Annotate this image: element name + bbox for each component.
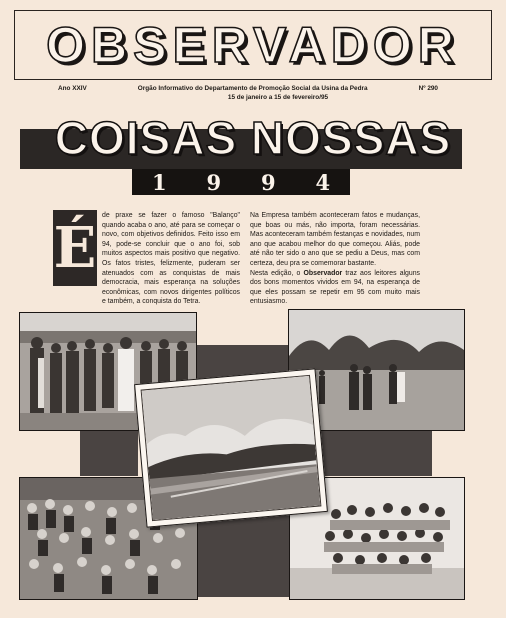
year-digit: 9 [206, 169, 222, 195]
masthead-title: OBSERVADOR [46, 17, 460, 73]
photo-grid-band [320, 430, 432, 476]
article-paragraph: Na Empresa também aconteceram fatos e mudanças, que boas ou más, não importa, foram necessárias. Mas aconteceram também festanças e novidades, num ano que acabou melhor do que começou. Aliás, pode até não ter sido o ano que se pediu a Deus, mas com certeza, deu pra se comemorar bastante. [250, 212, 420, 267]
year-digit: 1 [151, 169, 167, 195]
issue-dates: 15 de janeiro a 15 de fevereiro/95 [227, 94, 329, 101]
issue-number: Nº 290 [418, 85, 438, 92]
publication-description: Orgão Informativo do Departamento de Promoção Social da Usina da Pedra [137, 85, 368, 92]
article-paragraph-end: traz aos leitores alguns dos bons momentos vividos em 94, na esperança de que eles possam se repetir em 95 com muito mais entusiasmo. [250, 269, 420, 306]
drop-cap [53, 210, 97, 286]
photo-river-landscape [134, 368, 328, 527]
year-bar [132, 169, 350, 195]
photo-frame [141, 375, 322, 521]
article-highlight: Observador [303, 269, 343, 277]
article-paragraph-start: Nesta edição, o [250, 269, 304, 277]
headline-title: COISAS NOSSAS [54, 112, 452, 164]
drop-cap-letter: É [53, 215, 97, 281]
photo-grid-band [80, 430, 138, 476]
article-column-1: de praxe se fazer o famoso "Balanço" quando acaba o ano, até para se começar o novo, com objetivos definidos. Feito isso em 94, pode-se concluir que o ano foi, sob muitos aspectos mais positivo que negativo. Os fatos tristes, felizmente, puderam ser atenuados com as conquistas de mais democracia, mais esperança na soluções econômicas, com novos dirigentes políticos e também, a conquista do Tetra. [102, 212, 240, 306]
year-digit: 9 [260, 169, 276, 195]
masthead [14, 10, 492, 80]
year-digit: 4 [315, 169, 331, 195]
article-column-2 [250, 211, 420, 307]
volume-label: Ano XXIV [58, 85, 87, 92]
issue-info [58, 84, 438, 102]
photo-grid-band [195, 515, 289, 597]
